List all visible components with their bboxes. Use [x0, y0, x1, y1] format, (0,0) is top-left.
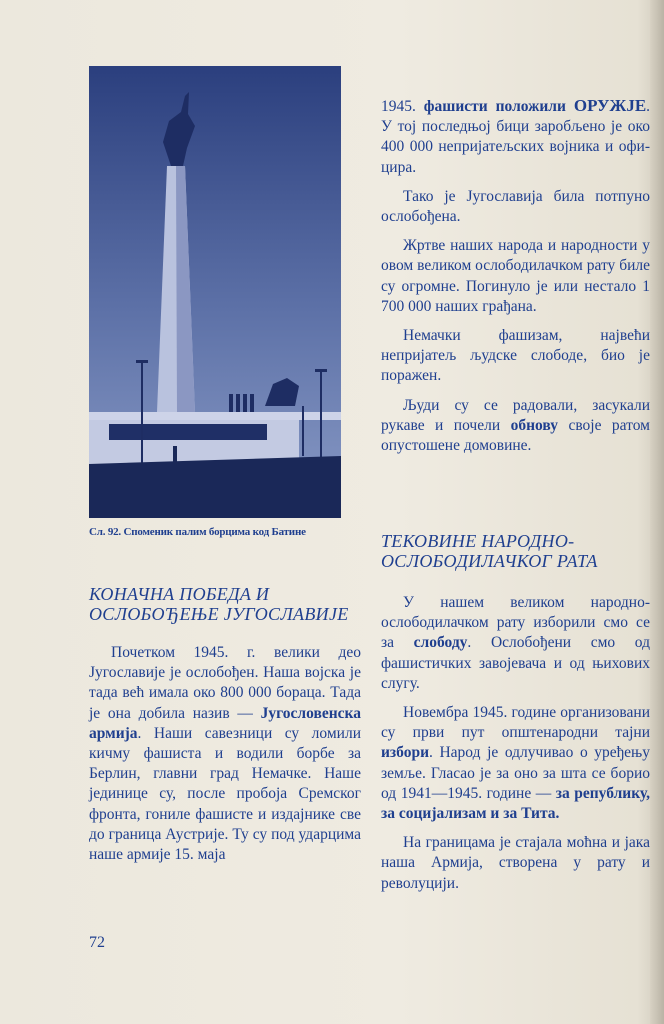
bold-text: ОРУЖЈЕ	[573, 96, 647, 115]
left-column-bottom	[89, 584, 361, 865]
page-number: 72	[89, 934, 105, 951]
text-run: . Наши савезници су ломили кичму фашиста и водили борбе за Берлин, главни град Немачке. Наше јединице су, после пробоја Сремског фронта, гониле фашисте и издајнике све до граница Аустрије. Ту су под ударцима наше армије 15. маја	[89, 724, 361, 864]
bold-text: фашисти положили	[423, 98, 566, 115]
section-heading-achievements: ТЕКОВИНЕ НАРОДНООСЛОБОДИЛАЧКОГ РАТА	[381, 531, 598, 571]
text-run: своје ратом опустошене домовине.	[381, 416, 650, 455]
text-run: . Ослобођени смо од фашистичких завојевача и од њихових слугу.	[381, 634, 650, 692]
paragraph	[381, 396, 650, 457]
text-run: Жртве наших народа и народности у овом великом ослободилачком рату биле су огромне. Погинуло је или нестало 1 700 000 наших грађана.	[381, 237, 650, 315]
bold-text: обнову	[510, 416, 558, 434]
text-run: . У тој последњој бици заробљено је око 400 000 непријатељских војника и официра.	[381, 98, 651, 176]
right-column-top	[381, 96, 650, 456]
paragraph	[381, 593, 650, 694]
right-paragraphs	[381, 593, 650, 894]
page-edge	[650, 0, 664, 1024]
text-run: 1945.	[381, 98, 424, 115]
bold-text: слободу	[413, 634, 468, 652]
text-run: . Народ је одлучивао о уређењу земље. Гласао је за оно за шта се борио од 1941—1945. године —	[381, 744, 650, 802]
text-run: Новембра 1945. године организовани су први пут општенародни тајни	[381, 704, 650, 742]
bold-text: Југословенска армија	[89, 704, 361, 742]
text-run: Тако је Југославија била потпуно ослобођена.	[381, 187, 650, 226]
paragraph	[381, 326, 650, 387]
bold-text: избори	[381, 744, 430, 762]
left-paragraphs	[89, 643, 361, 865]
text-run: У нашем великом народноослободилачком рату изборили смо се за	[381, 594, 650, 652]
text-run: На границама је стајала моћна и јака наша Армија, створена у рату и револуцији.	[381, 834, 650, 892]
monument-illustration	[89, 66, 341, 518]
paragraph	[89, 643, 361, 865]
text-run: Немачки фашизам, највећи непријатељ људске слободе, био је поражен.	[381, 327, 650, 385]
paragraph	[381, 187, 650, 227]
paragraph	[381, 96, 650, 178]
text-run	[566, 98, 574, 115]
figure-caption: Сл. 92. Споменик палим борцима код Батине	[89, 526, 306, 538]
paragraph	[381, 703, 650, 824]
monument-photo	[89, 66, 341, 518]
text-run: Почетком 1945. г. велики део Југославије је ослобођен. Наша војска је тада већ имала око 800 000 бораца. Тада је она добила назив —	[89, 644, 361, 722]
section-heading-victory: КОНАЧНА ПОБЕДА И ОСЛОБОЂЕЊЕ ЈУГОСЛАВИЈЕ	[89, 584, 349, 624]
paragraph	[381, 833, 650, 894]
bold-text: за републику, за социјализам и за Тита.	[381, 784, 650, 823]
text-run: Људи су се радовали, засукали рукаве и почели	[381, 396, 650, 434]
paragraph	[381, 236, 650, 317]
right-column-bottom	[381, 531, 650, 894]
